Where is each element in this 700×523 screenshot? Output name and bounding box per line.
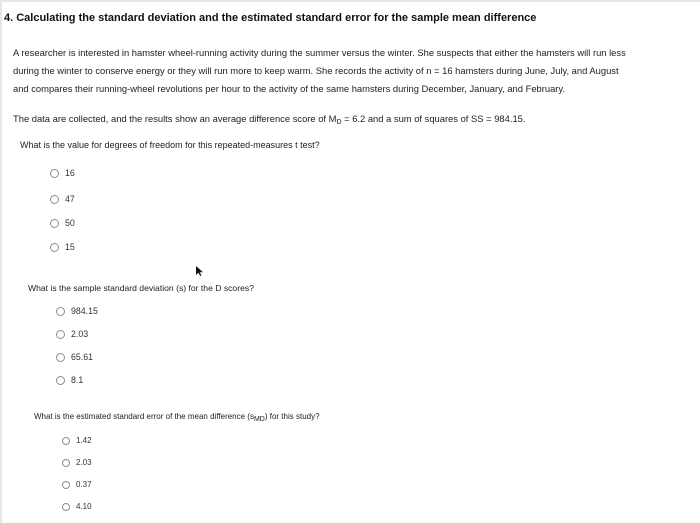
- option-df-15[interactable]: [50, 242, 75, 252]
- radio-button[interactable]: [62, 481, 70, 489]
- option-label: 2.03: [71, 329, 89, 339]
- option-label: 16: [65, 168, 75, 178]
- intro-paragraph: [13, 44, 693, 98]
- intro-line-1: A researcher is interested in hamster wheel-running activity during the summer versus the winter. She suspects that either the hamsters will run less: [13, 47, 626, 58]
- option-sd-8-1[interactable]: [56, 375, 83, 385]
- option-se-0-37[interactable]: [62, 480, 92, 489]
- option-sd-65-61[interactable]: [56, 352, 93, 362]
- option-label: 2.03: [76, 458, 92, 467]
- option-label: 8.1: [71, 375, 84, 385]
- data-statement: [13, 110, 693, 132]
- question-sample-sd: What is the sample standard deviation (s) for the D scores?: [28, 283, 254, 293]
- top-divider: [0, 0, 700, 2]
- option-df-50[interactable]: [50, 218, 75, 228]
- data-statement-suffix: = 6.2 and a sum of squares of SS = 984.15.: [341, 113, 526, 124]
- option-se-1-42[interactable]: [62, 436, 92, 445]
- question-standard-error: [34, 412, 320, 423]
- intro-line-2: during the winter to conserve energy or they will run more to keep warm. She records the activity of n = 16 hamsters during June, July, and August: [13, 65, 619, 76]
- question-title: 4. Calculating the standard deviation and the estimated standard error for the sample mean difference: [4, 12, 537, 24]
- radio-button[interactable]: [56, 376, 65, 385]
- question-standard-error-suffix: ) for this study?: [264, 412, 320, 421]
- radio-button[interactable]: [56, 330, 65, 339]
- radio-button[interactable]: [62, 459, 70, 467]
- data-statement-subscript: D: [336, 119, 342, 126]
- radio-button[interactable]: [56, 307, 65, 316]
- data-statement-prefix: The data are collected, and the results show an average difference score of M: [13, 113, 337, 124]
- option-label: 1.42: [76, 436, 92, 445]
- radio-button[interactable]: [62, 503, 70, 511]
- option-df-47[interactable]: [50, 194, 75, 204]
- option-se-4-10[interactable]: [62, 502, 92, 511]
- question-standard-error-subscript: MD: [253, 416, 265, 423]
- radio-button[interactable]: [56, 353, 65, 362]
- radio-button[interactable]: [50, 219, 59, 228]
- radio-button[interactable]: [50, 195, 59, 204]
- option-label: 47: [65, 194, 75, 204]
- mouse-cursor-icon: [196, 266, 204, 276]
- option-label: 0.37: [76, 480, 92, 489]
- question-standard-error-prefix: What is the estimated standard error of the mean difference (s: [34, 412, 254, 421]
- option-df-16[interactable]: [50, 168, 75, 178]
- radio-button[interactable]: [50, 169, 59, 178]
- radio-button[interactable]: [62, 437, 70, 445]
- left-divider: [0, 0, 2, 523]
- intro-line-3: and compares their running-wheel revolutions per hour to the activity of the same hamsters during December, January, and February.: [13, 83, 566, 94]
- option-label: 65.61: [71, 352, 94, 362]
- question-df: What is the value for degrees of freedom for this repeated-measures t test?: [20, 140, 320, 150]
- option-sd-2-03[interactable]: [56, 329, 88, 339]
- option-label: 50: [65, 218, 75, 228]
- radio-button[interactable]: [50, 243, 59, 252]
- option-label: 984.15: [71, 306, 98, 316]
- option-sd-984-15[interactable]: [56, 306, 98, 316]
- option-label: 15: [65, 242, 75, 252]
- option-label: 4.10: [76, 502, 92, 511]
- option-se-2-03[interactable]: [62, 458, 92, 467]
